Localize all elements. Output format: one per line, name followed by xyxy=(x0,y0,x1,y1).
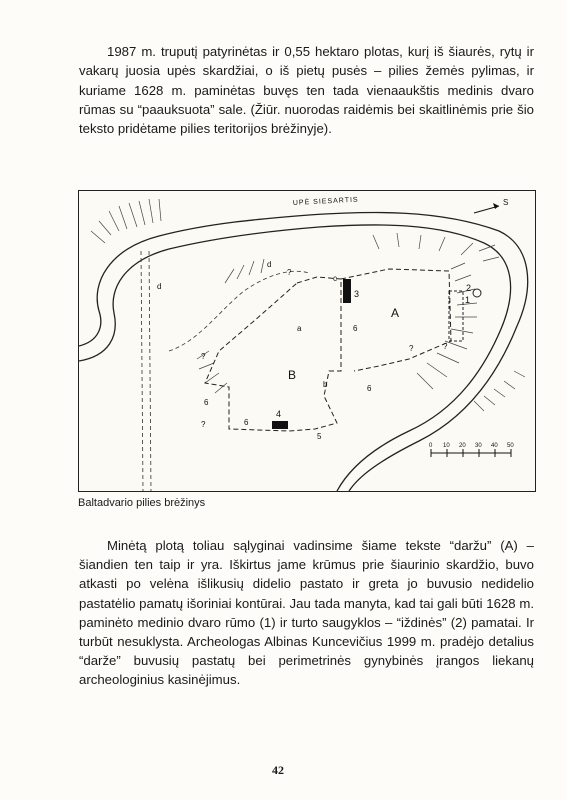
label-c-lower: c xyxy=(333,274,337,283)
path-dashed-west xyxy=(169,271,309,351)
label-question-3: ? xyxy=(443,342,448,351)
area-label-b: B xyxy=(288,368,297,382)
page-number: 42 xyxy=(272,763,284,777)
castle-plan-drawing xyxy=(79,191,535,491)
label-2: 2 xyxy=(466,283,472,293)
yard-a-outline xyxy=(341,269,451,371)
north-arrow xyxy=(474,198,508,213)
scale-tick-40: 40 xyxy=(491,443,498,449)
escarpment-hatching-south xyxy=(474,371,525,411)
scale-tick-20: 20 xyxy=(459,443,466,449)
label-a-lower: a xyxy=(297,324,302,333)
label-6-centre: 6 xyxy=(367,384,372,393)
scale-tick-10: 10 xyxy=(443,443,450,449)
scale-bar xyxy=(429,443,514,457)
escarpment-hatching-north xyxy=(91,199,161,243)
label-d-west: d xyxy=(157,282,162,291)
label-6-west: 6 xyxy=(204,398,209,407)
label-1: 1 xyxy=(465,295,471,305)
river-outer-bank xyxy=(79,212,528,491)
building-3-marker xyxy=(343,279,351,303)
scale-tick-30: 30 xyxy=(475,443,482,449)
label-question-1: ? xyxy=(287,268,292,277)
scale-tick-50: 50 xyxy=(507,443,514,449)
label-d-north: d xyxy=(267,260,272,269)
label-question-5: ? xyxy=(201,352,206,361)
label-question-4: ? xyxy=(201,420,206,429)
building-4-marker xyxy=(272,421,288,429)
castle-plan-figure xyxy=(78,190,536,492)
label-3: 3 xyxy=(354,289,360,299)
building-2-marker xyxy=(473,289,481,297)
label-5: 5 xyxy=(317,432,322,441)
label-b-lower: b xyxy=(323,380,328,389)
paragraph-top: 1987 m. truputį patyrinėtas ir 0,55 hektaro plotas, kurį iš šiaurės, rytų ir vakarų juosia upės skardžiai, o iš pietų pusės – pilies žemės pylimas, ir kuriame 1628 m. paminėtas buvęs ten tada vienaaukštis medinis dvaro rūmas su “paauksuota” sale. (Žiūr. nuorodas raidėmis bei skaitlinėmis prie šio teksto pridėtame pilies teritorijos brėžinyje). xyxy=(79,44,534,137)
label-6-south: 6 xyxy=(244,418,249,427)
north-label: S xyxy=(503,198,509,207)
track-dashed xyxy=(141,251,151,491)
castle-perimeter-dashed xyxy=(205,277,341,431)
river-inner-bank xyxy=(79,225,511,491)
label-question-2: ? xyxy=(409,344,414,353)
paragraph-bottom: Minėtą plotą toliau sąlyginai vadinsime šiame tekste “daržu” (A) – šiandien ten taip ir yra. Iškirtus jame krūmus prie šiaurinio skardžio, buvo atkasti po velėna išlikusių didelio pastato ir greta jo buvusio nedidelio pastatėlio pamatų išoriniai kontūrai. Jau tada manyta, kad tai gali būti 1628 m. paminėto medinio dvaro rūmo (1) ir turto saugyklos – “iždinės” (2) pamatai. Ir turbūt nesuklysta. Archeologas Albinas Kuncevičius 1999 m. pradėjo detalius “darže” buvusių pastatų bei perimetrinės gynybinės įrangos liekanų archeologinius kasinėjimus. xyxy=(79,538,534,688)
area-label-a: A xyxy=(391,306,400,320)
river-label: UPĖ SIESARTIS xyxy=(292,196,359,207)
figure-caption: Baltadvario pilies brėžinys xyxy=(78,497,206,509)
label-6-east: 6 xyxy=(353,324,358,333)
label-4: 4 xyxy=(276,409,282,419)
scale-tick-0: 0 xyxy=(429,443,433,449)
